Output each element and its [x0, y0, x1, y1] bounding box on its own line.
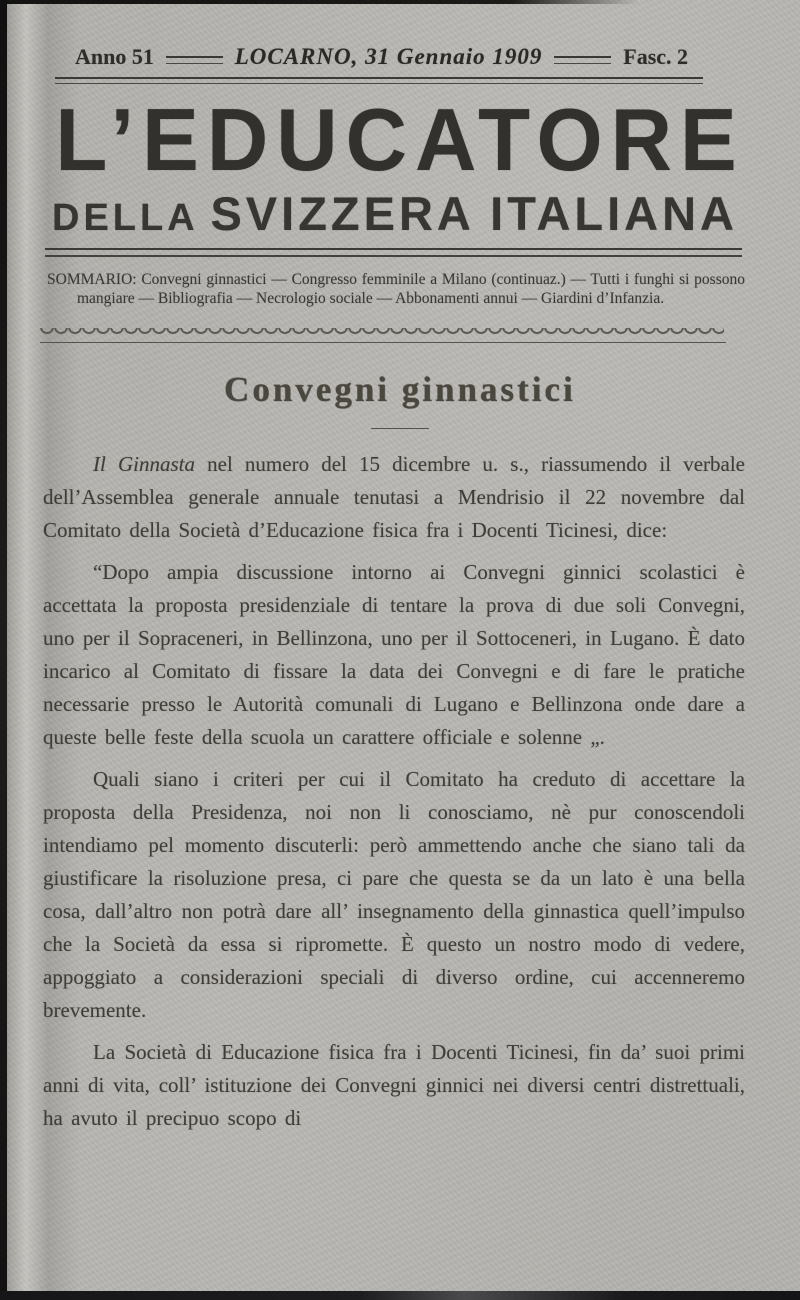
issue-place-date: LOCARNO, 31 Gennaio 1909 [234, 44, 543, 69]
table-of-contents [47, 270, 745, 308]
toc-label: SOMMARIO: [47, 271, 137, 288]
issue-header [75, 44, 688, 70]
article-body [43, 448, 745, 1144]
article-title: Convegni ginnastici [224, 370, 576, 409]
issue-fascicle: Fasc. 2 [623, 44, 689, 69]
separator-rule [40, 342, 726, 343]
article-title-rule [371, 428, 429, 429]
issue-year: Anno 51 [75, 44, 154, 69]
scan-edge-top [0, 0, 640, 4]
header-divider-left [166, 56, 223, 64]
masthead-subtitle [52, 186, 738, 241]
paragraph-1: Il Ginnasta nel numero del 15 dicembre u. s., riassumendo il verbale dell’Assemblea generale annuale tenutasi a Mendrisio il 22 novembre dal Comitato della Società d’Educazione fisica fra i Docenti Ticinesi, dice: [43, 452, 745, 542]
scan-edge-bottom [0, 1291, 800, 1300]
masthead-subtitle-word-della: DELLA [52, 197, 199, 239]
masthead-subtitle-word-svizzera: SVIZZERA ITALIANA [210, 187, 738, 240]
scan-edge-left [0, 0, 7, 1300]
header-rule [55, 77, 703, 84]
paragraph-4: La Società di Educazione fisica fra i Docenti Ticinesi, fin da’ suoi primi anni di vita, coll’ istituzione dei Convegni ginnici nei diversi centri distrettuali, ha avuto il precipuo scopo di [43, 1040, 745, 1130]
paragraph-2: “Dopo ampia discussione intorno ai Convegni ginnici scolastici è accettata la proposta presidenziale di tentare la prova di due soli Convegni, uno per il Sopraceneri, in Bellinzona, uno per il Sottoceneri, in Lugano. È dato incarico al Comitato di fissare la data dei Convegni e di fare le pratiche necessarie presso le Autorità comunali di Lugano e Bellinzona onde dare a queste belle feste della scuola un carattere officiale e solenne „. [43, 560, 745, 749]
toc-items: Convegni ginnastici — Congresso femminile a Milano (continuaz.) — Tutti i funghi si possono mangiare — Bibliografia — Necrologio sociale — Abbonamenti annui — Giardini d’Infanzia. [77, 271, 745, 307]
wavy-separator [40, 328, 724, 336]
masthead-title: L’EDUCATORE [55, 91, 745, 190]
paragraph-3: Quali siano i criteri per cui il Comitato ha creduto di accettare la proposta della Presidenza, noi non li conosciamo, nè pur conoscendoli intendiamo pel momento discuterli: però ammettendo anche che siano tali da giustificare la risoluzione presa, ci pare che questa se da un lato è una bella cosa, dall’altro non potrà dare all’ insegnamento della ginnastica quell’impulso che la Società da essa si ripromette. È questo un nostro modo di vedere, appoggiato a considerazioni speciali di diverso ordine, cui accenneremo brevemente. [43, 767, 745, 1022]
masthead-rule [45, 248, 742, 257]
header-divider-right [554, 56, 611, 64]
journal-name-italic: Il Ginnasta [93, 452, 195, 476]
